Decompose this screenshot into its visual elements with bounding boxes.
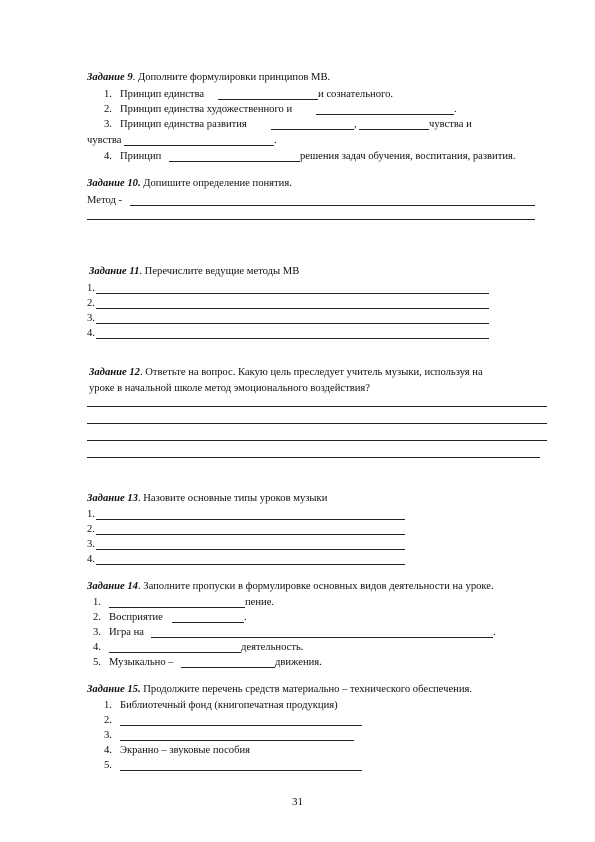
task14-item4-num: 4.	[93, 642, 101, 653]
task14-item3-blank[interactable]	[151, 637, 493, 638]
task15-item1-num: 1.	[104, 700, 112, 711]
task12-answer-line-3[interactable]	[87, 440, 547, 441]
task12-heading	[89, 366, 483, 379]
task14-intro: . Заполните пропуски в формулировке основных видов деятельности на уроке.	[137, 581, 494, 592]
task11-num-4: 4.	[87, 328, 95, 339]
task9-item3-cont-end: .	[274, 135, 277, 146]
task13-intro: . Назовите основные типы уроков музыки	[137, 493, 328, 504]
task9-item3-cont-text: чувства	[87, 135, 122, 146]
task9-item2-text: Принцип единства художественного и	[120, 104, 293, 115]
task14-item3-end: .	[493, 627, 496, 638]
task14-item4-end: деятельность.	[241, 642, 304, 653]
task15-item2-blank[interactable]	[120, 725, 362, 726]
task9-item1-text: Принцип единства	[120, 89, 205, 100]
task9-item3-text: Принцип единства развития	[120, 119, 247, 130]
task10-title: Задание 10.	[87, 178, 141, 189]
task13-heading	[87, 492, 327, 505]
task11-title: Задание 11	[89, 266, 140, 277]
task10-intro: Допишите определение понятия.	[140, 178, 292, 189]
task13-answer-line-1[interactable]	[96, 519, 405, 520]
task15-item5-num: 5.	[104, 760, 112, 771]
task11-intro: . Перечислите ведущие методы МВ	[139, 266, 300, 277]
task14-heading	[87, 580, 494, 593]
task14-item1-end: пение.	[245, 597, 275, 608]
task14-item5-end: движения.	[275, 657, 322, 668]
task14-item2-end: .	[244, 612, 247, 623]
task14-item4-blank[interactable]	[109, 652, 241, 653]
task15-heading	[87, 683, 472, 696]
task11-answer-line-3[interactable]	[96, 323, 489, 324]
task13-answer-line-3[interactable]	[96, 549, 405, 550]
task10-label: Метод -	[87, 195, 123, 206]
task9-item2-end: .	[454, 104, 457, 115]
task9-item4-num: 4.	[104, 151, 112, 162]
task15-item3-blank[interactable]	[120, 740, 354, 741]
task10-answer-line-1[interactable]	[130, 205, 535, 206]
task9-item2-num: 2.	[104, 104, 112, 115]
task15-item4-text: Экранно – звуковые пособия	[120, 745, 251, 756]
task9-intro: . Дополните формулировки принципов МВ.	[132, 72, 331, 83]
task12-title: Задание 12	[89, 367, 140, 378]
task9-item2-blank[interactable]	[316, 114, 454, 115]
task9-item1-num: 1.	[104, 89, 112, 100]
task11-num-3: 3.	[87, 313, 95, 324]
task9-item3-blank-a[interactable]	[271, 129, 354, 130]
task11-answer-line-2[interactable]	[96, 308, 489, 309]
task14-item1-num: 1.	[93, 597, 101, 608]
task14-item3-text: Игра на	[109, 627, 145, 638]
task9-item3-cont-blank[interactable]	[124, 145, 274, 146]
task13-title: Задание 13	[87, 493, 138, 504]
task13-num-1: 1.	[87, 509, 95, 520]
task13-answer-line-2[interactable]	[96, 534, 405, 535]
task12-answer-line-2[interactable]	[87, 423, 547, 424]
task11-num-2: 2.	[87, 298, 95, 309]
task9-item4-end: решения задач обучения, воспитания, развития.	[300, 151, 516, 162]
task13-answer-line-4[interactable]	[96, 564, 405, 565]
task9-title: Задание 9	[87, 72, 133, 83]
task14-item2-text: Восприятие	[109, 612, 163, 623]
task12-answer-line-1[interactable]	[87, 406, 547, 407]
page-number: 31	[292, 796, 303, 808]
task10-answer-line-2[interactable]	[87, 219, 535, 220]
task9-item3-sep: ,	[354, 119, 357, 130]
task15-item1-text: Библиотечный фонд (книгопечатная продукция)	[120, 700, 338, 711]
task13-num-4: 4.	[87, 554, 95, 565]
task9-item4-blank[interactable]	[169, 161, 300, 162]
task14-item5-blank[interactable]	[181, 667, 275, 668]
task13-num-3: 3.	[87, 539, 95, 550]
task15-item3-num: 3.	[104, 730, 112, 741]
task15-item5-blank[interactable]	[120, 770, 362, 771]
task10-heading	[87, 177, 292, 190]
task14-item3-num: 3.	[93, 627, 101, 638]
task12-answer-line-4[interactable]	[87, 457, 540, 458]
task15-item4-num: 4.	[104, 745, 112, 756]
task14-item2-num: 2.	[93, 612, 101, 623]
task13-num-2: 2.	[87, 524, 95, 535]
task12-intro: . Ответьте на вопрос. Какую цель преследует учитель музыки, используя на	[139, 367, 483, 378]
task14-item2-blank[interactable]	[172, 622, 244, 623]
task11-heading	[89, 265, 299, 278]
task9-item3-blank-b[interactable]	[359, 129, 429, 130]
task15-item2-num: 2.	[104, 715, 112, 726]
task15-intro: Продолжите перечень средств материально – технического обеспечения.	[140, 684, 473, 695]
task11-num-1: 1.	[87, 283, 95, 294]
task14-title: Задание 14	[87, 581, 138, 592]
task11-answer-line-1[interactable]	[96, 293, 489, 294]
task9-heading	[87, 71, 330, 84]
task9-item3-end: чувства и	[429, 119, 472, 130]
task9-item1-end: и сознательного.	[318, 89, 394, 100]
task9-item4-text: Принцип	[120, 151, 162, 162]
task9-item1-blank[interactable]	[218, 99, 318, 100]
task12-question-line-2: уроке в начальной школе метод эмоционального воздействия?	[89, 383, 370, 394]
task9-item3-num: 3.	[104, 119, 112, 130]
task14-item5-text: Музыкально –	[109, 657, 174, 668]
task11-answer-line-4[interactable]	[96, 338, 489, 339]
task14-item1-blank[interactable]	[109, 607, 245, 608]
task15-title: Задание 15.	[87, 684, 141, 695]
task14-item5-num: 5.	[93, 657, 101, 668]
